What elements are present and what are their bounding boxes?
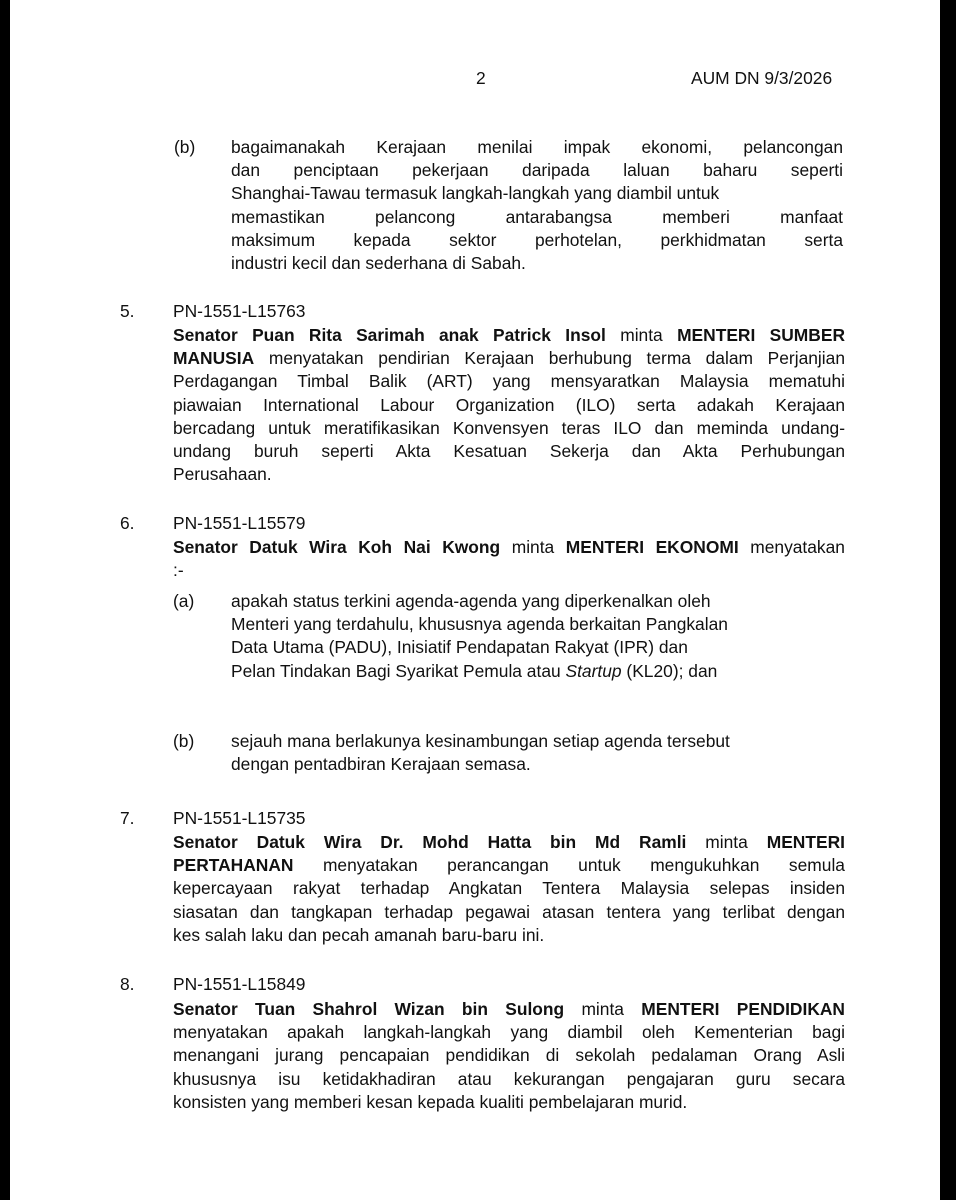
senator-name: Senator Tuan Shahrol Wizan bin Sulong [173,999,565,1019]
question-5-text [173,324,845,486]
senator-name: Senator Puan Rita Sarimah anak Patrick Insol [173,325,606,345]
question-number: 5. [120,301,135,321]
page-number: 2 [476,68,486,88]
text-line: bercadang untuk meratifikasikan Konvensyen teras ILO dan meminda undang- [173,417,845,438]
text-line: Pelan Tindakan Bagi Syarikat Pemula atau Startup (KL20); dan [231,660,718,681]
text-line: apakah status terkini agenda-agenda yang diperkenalkan oleh [231,591,711,611]
minister-name: MENTERI EKONOMI [565,537,739,557]
minister-name: MENTERI [766,832,845,852]
minister-name: MENTERI SUMBER [677,325,845,345]
text-line: PERTAHANAN menyatakan perancangan untuk mengukuhkan semula [173,855,845,876]
text-line: Senator Datuk Wira Dr. Mohd Hatta bin Md Ramli minta MENTERI [173,832,845,852]
minister-name-cont: MANUSIA [173,348,255,369]
question-code: PN-1551-L15763 [173,301,306,321]
text-line: kepercayaan rakyat terhadap Angkatan Tentera Malaysia selepas insiden [173,878,845,899]
text-line: menangani jurang pencapaian pendidikan di sekolah pedalaman Orang Asli [173,1045,845,1066]
minister-name: MENTERI PENDIDIKAN [641,999,845,1019]
text-line: memastikan pelancong antarabangsa memberi manfaat [231,206,843,227]
question-6b-text [231,730,787,776]
text-line: Data Utama (PADU), Inisiatif Pendapatan Rakyat (IPR) dan [231,637,688,658]
text-line: konsisten yang memberi kesan kepada kualiti pembelajaran murid. [173,1091,688,1112]
text-line: Shanghai-Tawau termasuk langkah-langkah yang diambil untuk [231,183,720,204]
question-number: 8. [120,974,135,994]
text-line: kes salah laku dan pecah amanah baru-baru ini. [173,924,545,945]
text-line: dengan pentadbiran Kerajaan semasa. [231,754,531,775]
text-line: menyatakan apakah langkah-langkah yang diambil oleh Kementerian bagi [173,1022,845,1043]
senator-name: Senator Datuk Wira Dr. Mohd Hatta bin Md Ramli [173,832,687,852]
text-line: :- [173,560,184,581]
text-line: Perusahaan. [173,464,272,485]
text-line: dan penciptaan pekerjaan daripada laluan baharu seperti [231,160,843,181]
question-code: PN-1551-L15735 [173,808,306,828]
question-code: PN-1551-L15579 [173,513,306,533]
text-line: sejauh mana berlakunya kesinambungan setiap agenda tersebut [231,731,730,751]
question-code: PN-1551-L15849 [173,974,306,994]
text-line: undang buruh seperti Akta Kesatuan Sekerja dan Akta Perhubungan [173,441,845,462]
text-line: Senator Tuan Shahrol Wizan bin Sulong minta MENTERI PENDIDIKAN [173,999,845,1019]
text-line: Perdagangan Timbal Balik (ART) yang mensyaratkan Malaysia mematuhi [173,371,845,392]
text-line: piawaian International Labour Organization (ILO) serta adakah Kerajaan [173,394,845,415]
sub-item-label: (b) [174,137,196,157]
text-line: siasatan dan tangkapan terhadap pegawai atasan tentera yang terlibat dengan [173,901,845,922]
question-number: 7. [120,808,135,828]
sub-item-label: (b) [173,731,195,751]
text-line: MANUSIA menyatakan pendirian Kerajaan berhubung terma dalam Perjanjian [173,348,846,369]
text-line: Senator Datuk Wira Koh Nai Kwong minta MENTERI EKONOMI menyatakan [173,537,845,557]
question-6-text [173,536,845,582]
senator-name: Senator Datuk Wira Koh Nai Kwong [173,537,501,557]
question-6a-text [231,590,787,683]
text-line: Menteri yang terdahulu, khususnya agenda berkaitan Pangkalan [231,614,728,635]
text-line: Senator Puan Rita Sarimah anak Patrick Insol minta MENTERI SUMBER [173,325,845,345]
text-line: khususnya isu ketidakhadiran atau kekurangan pengajaran guru secara [173,1068,845,1089]
text-line: maksimum kepada sektor perhotelan, perkhidmatan serta [231,229,843,250]
sub-item-label: (a) [173,591,195,611]
question-number: 6. [120,513,135,533]
document-page [10,0,940,1200]
question-4b-text [231,136,843,275]
question-7-text [173,831,845,947]
text-line: industri kecil dan sederhana di Sabah. [231,253,526,274]
minister-name-cont: PERTAHANAN [173,855,294,876]
text-line: bagaimanakah Kerajaan menilai impak ekonomi, pelancongan [231,137,843,157]
question-8-text [173,998,845,1114]
document-reference: AUM DN 9/3/2026 [691,68,833,88]
